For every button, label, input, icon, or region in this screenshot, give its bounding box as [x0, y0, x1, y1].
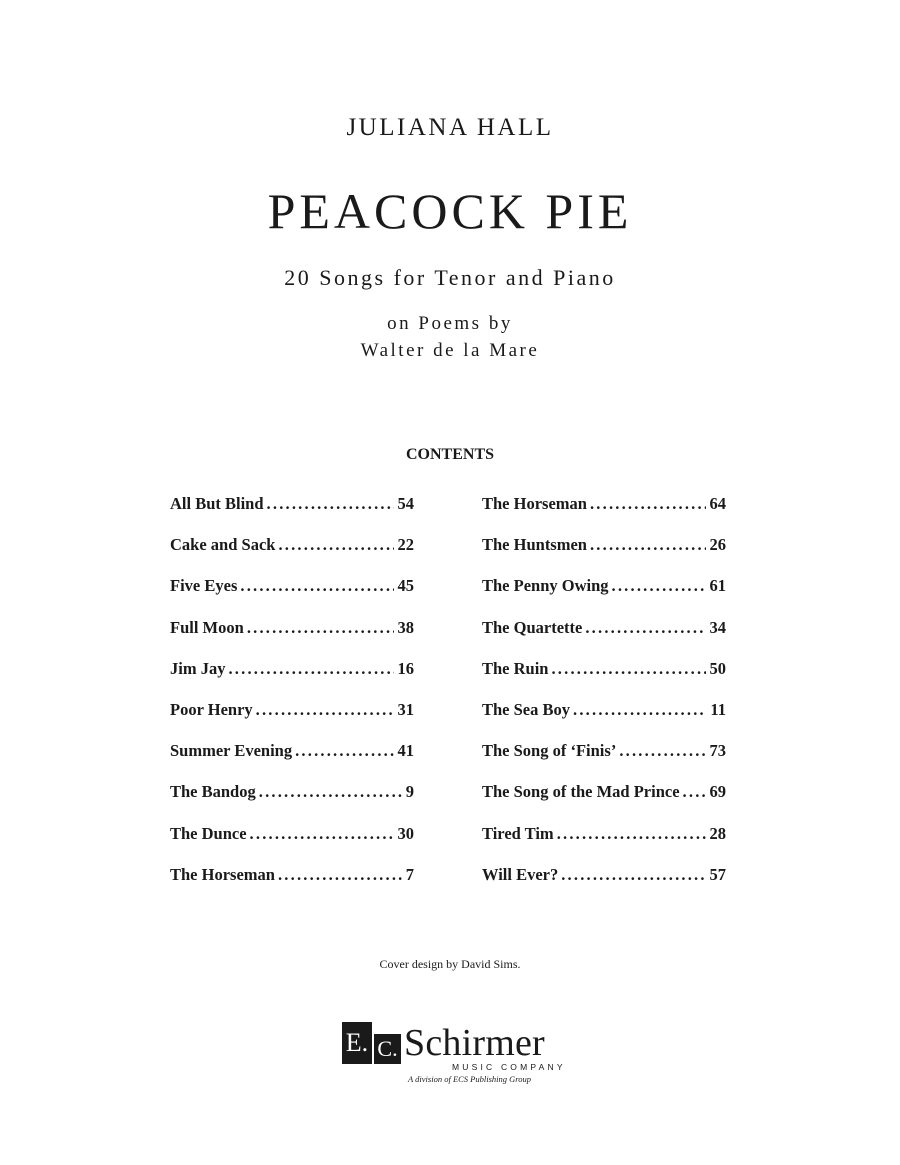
- poems-by-line: on Poems by: [387, 313, 513, 334]
- toc-entry: [482, 659, 726, 700]
- toc-entry-page: 69: [709, 782, 726, 802]
- toc-entry-page: 64: [709, 494, 726, 513]
- dot-leader: [561, 865, 705, 885]
- toc-entry-page: 45: [397, 576, 414, 596]
- toc-entry: [170, 576, 414, 617]
- dot-leader: [278, 865, 402, 885]
- dot-leader: [278, 535, 393, 555]
- dot-leader: [250, 824, 394, 844]
- composer-name: JULIANA HALL: [346, 114, 554, 141]
- toc-entry: [170, 535, 414, 576]
- dot-leader: [590, 494, 706, 514]
- toc-column-right: [482, 494, 726, 906]
- toc-entry-title: The Huntsmen: [482, 535, 587, 555]
- toc-entry: [170, 782, 414, 823]
- toc-entry-title: Five Eyes: [170, 576, 238, 596]
- toc-entry-title: Poor Henry: [170, 699, 253, 719]
- toc-entry: [482, 618, 726, 659]
- toc-entry: [170, 865, 414, 906]
- toc-entry-title: Full Moon: [170, 617, 244, 637]
- toc-entry-title: The Sea Boy: [482, 699, 571, 719]
- toc-entry-title: Summer Evening: [170, 741, 293, 761]
- toc-entry: [170, 741, 414, 782]
- toc-entry-title: All But Blind: [170, 494, 264, 513]
- subtitle: 20 Songs for Tenor and Piano: [284, 265, 616, 290]
- logo-company-name: Schirmer: [404, 1022, 545, 1064]
- dot-leader: [259, 782, 402, 802]
- cover-credit: Cover design by David Sims.: [379, 957, 521, 971]
- toc-entry: [482, 741, 726, 782]
- dot-leader: [585, 618, 705, 638]
- toc-entry: [170, 700, 414, 741]
- dot-leader: [295, 741, 393, 761]
- dot-leader: [590, 535, 706, 555]
- dot-leader: [228, 659, 393, 679]
- toc-entry: [482, 494, 726, 535]
- toc-entry-page: 9: [405, 782, 414, 802]
- toc-entry-page: 7: [405, 864, 414, 884]
- logo-division-text: A division of ECS Publishing Group: [408, 1074, 532, 1084]
- toc-entry: [482, 700, 726, 741]
- logo-subtitle: MUSIC COMPANY: [452, 1062, 566, 1072]
- toc-entry-page: 31: [397, 699, 414, 719]
- dot-leader: [573, 700, 706, 720]
- toc-entry-page: 57: [709, 864, 726, 884]
- toc-entry-page: 34: [709, 617, 726, 637]
- contents-heading: CONTENTS: [405, 446, 495, 463]
- dot-leader: [247, 618, 394, 638]
- logo-letter-e-box: E.: [342, 1022, 372, 1064]
- toc-entry: [170, 659, 414, 700]
- toc-entry-page: 28: [709, 823, 726, 843]
- toc-entry-title: Tired Tim: [482, 823, 554, 843]
- dot-leader: [256, 700, 394, 720]
- logo-letter-c-box: C.: [374, 1034, 401, 1064]
- dot-leader: [619, 741, 705, 761]
- toc-entry-page: 38: [397, 617, 414, 637]
- toc-entry-page: 30: [397, 823, 414, 843]
- toc-entry: [170, 824, 414, 865]
- dot-leader: [267, 494, 394, 514]
- toc-entry-page: 61: [709, 576, 726, 596]
- toc-entry: [170, 494, 414, 535]
- toc-entry-page: 26: [709, 535, 726, 555]
- toc-entry-title: Will Ever?: [482, 864, 559, 884]
- toc-entry-title: The Bandog: [170, 782, 256, 802]
- dot-leader: [612, 576, 706, 596]
- toc-entry-page: 22: [397, 535, 414, 555]
- toc-entry-title: The Quartette: [482, 617, 583, 637]
- toc-entry-page: 50: [709, 658, 726, 678]
- toc-entry-page: 73: [709, 741, 726, 761]
- toc-entry-title: The Horseman: [170, 864, 275, 884]
- toc-entry: [482, 865, 726, 906]
- toc-entry-title: The Penny Owing: [482, 576, 609, 596]
- toc-entry: [482, 824, 726, 865]
- toc-entry-title: The Song of the Mad Prince: [482, 782, 680, 802]
- toc-entry-page: 41: [397, 741, 414, 761]
- dot-leader: [240, 576, 393, 596]
- toc-column-left: [170, 494, 414, 906]
- poet-name: Walter de la Mare: [360, 340, 540, 361]
- toc-entry-title: Jim Jay: [170, 658, 226, 678]
- toc-entry-title: Cake and Sack: [170, 535, 276, 555]
- toc-entry: [482, 576, 726, 617]
- toc-entry-page: 16: [397, 658, 414, 678]
- dot-leader: [551, 659, 705, 679]
- toc-entry: [482, 535, 726, 576]
- toc-entry-title: The Horseman: [482, 494, 587, 513]
- toc-entry-page: 54: [397, 494, 414, 513]
- toc-entry: [170, 618, 414, 659]
- toc-entry-title: The Ruin: [482, 658, 549, 678]
- toc-entry-page: 11: [710, 699, 726, 719]
- publisher-logo: [342, 1022, 572, 1092]
- dot-leader: [557, 824, 706, 844]
- toc-entry: [482, 782, 726, 823]
- toc-entry-title: The Song of ‘Finis’: [482, 741, 617, 761]
- toc-entry-title: The Dunce: [170, 823, 247, 843]
- page-title: PEACOCK PIE: [267, 183, 633, 239]
- dot-leader: [683, 782, 706, 802]
